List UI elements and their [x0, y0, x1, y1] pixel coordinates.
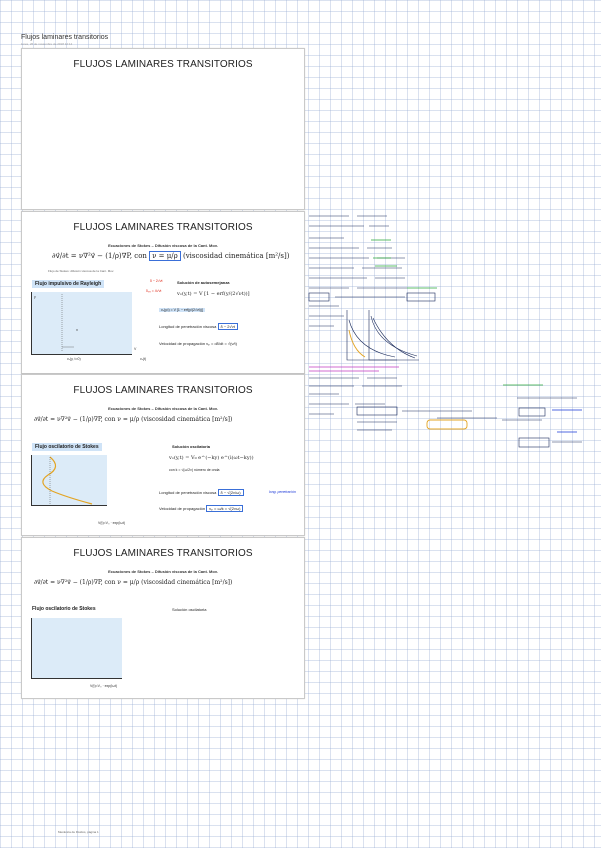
plot-x-label: vₓ(y, t=0) — [67, 357, 81, 361]
plot-x-label: V(t)=V₀ · exp(iωt) — [98, 521, 126, 525]
velocity-label: Velocidad de propagación vₚ = ω/k = √(2νω) — [159, 506, 243, 511]
red-note-1: δ ~ 2√νt — [150, 279, 163, 283]
section-title: Flujo oscilatorio de Stokes — [32, 606, 96, 612]
viscosity-box: ν = μ/ρ — [149, 251, 181, 261]
red-note-2: δ₉₉ = 4√νt — [146, 289, 162, 293]
wave-number-label: con k = √(ω/2ν) número de onda — [169, 468, 220, 472]
oscillatory-plot — [31, 618, 122, 679]
solution-note: vₓ(y,t) = V [1 − erf(y/(2√νt))] — [161, 308, 203, 312]
slide-title: FLUJOS LAMINARES TRANSITORIOS — [73, 548, 253, 559]
slide-4 — [21, 537, 305, 699]
oscillatory-plot — [31, 455, 107, 506]
annotation: long. penetración — [269, 490, 296, 494]
slide-note: Flujo de Stokes: difusión viscosa de la Cant. Mov. — [48, 269, 114, 273]
stokes-equation: ∂v⃗/∂t = ν∇²v⃗ − (1/ρ)∇P, con ν = μ/ρ (viscosidad cinemática [m²/s]) — [34, 416, 233, 423]
equation-caption: Ecuaciones de Stokes – Difusión viscosa de la Cant. Mov. — [108, 569, 218, 574]
solution-title: Solución de autosemejanza — [177, 280, 230, 285]
penetration-label: Longitud de penetración viscosa δ ~ 2√νt — [159, 324, 238, 329]
page-header — [21, 34, 108, 46]
solution-equation: vₓ(y,t) = V₀ e^(−ky) e^(i(ωt−ky)) — [169, 455, 254, 461]
plot-v-label: V — [134, 347, 137, 351]
solution-title: Solución oscilatoria — [172, 607, 207, 612]
section-title: Flujo oscilatorio de Stokes — [32, 443, 102, 451]
slide-3 — [21, 374, 305, 536]
page-footer: Mecánica de Fluidos, página 1 — [58, 830, 99, 834]
plot-x2-label: vₓ(t) — [140, 357, 147, 361]
rayleigh-plot — [31, 292, 132, 355]
penetration-label: Longitud de penetración viscosa δ ~ √(2ν/ω) — [159, 490, 244, 495]
stokes-equation: ∂v⃗/∂t = ν∇²v⃗ − (1/ρ)∇P, con ν = μ/ρ (viscosidad cinemática [m²/s]) — [52, 252, 290, 260]
equation-caption: Ecuaciones de Stokes – Difusión viscosa de la Cant. Mov. — [108, 243, 218, 248]
slide-title: FLUJOS LAMINARES TRANSITORIOS — [73, 385, 253, 396]
page-title: Flujos laminares transitorios — [21, 34, 109, 41]
slide-title: FLUJOS LAMINARES TRANSITORIOS — [73, 59, 253, 70]
plot-y-label: y — [34, 295, 36, 299]
solution-equation: vₓ(y,t) = V [1 − erf(y/(2√νt))] — [177, 291, 250, 297]
handwritten-notes — [307, 210, 597, 450]
slide-title: FLUJOS LAMINARES TRANSITORIOS — [73, 222, 253, 233]
equation-caption: Ecuaciones de Stokes – Difusión viscosa de la Cant. Mov. — [108, 406, 218, 411]
solution-title: Solución oscilatoria — [172, 444, 211, 449]
stokes-equation: ∂v⃗/∂t = ν∇²v⃗ − (1/ρ)∇P, con ν = μ/ρ (viscosidad cinemática [m²/s]) — [34, 579, 233, 586]
plot-x-label: V(t)=V₀ · exp(iωt) — [90, 684, 118, 688]
section-title: Flujo impulsivo de Rayleigh — [32, 280, 104, 288]
slide-2 — [21, 211, 305, 374]
slide-1 — [21, 48, 305, 210]
velocity-label: Velocidad de propagación vₚ = dδ/dt = √(ν/t) — [159, 341, 237, 346]
page-timestamp: lunes, 26 de noviembre de 2018 12:14 — [21, 42, 73, 46]
